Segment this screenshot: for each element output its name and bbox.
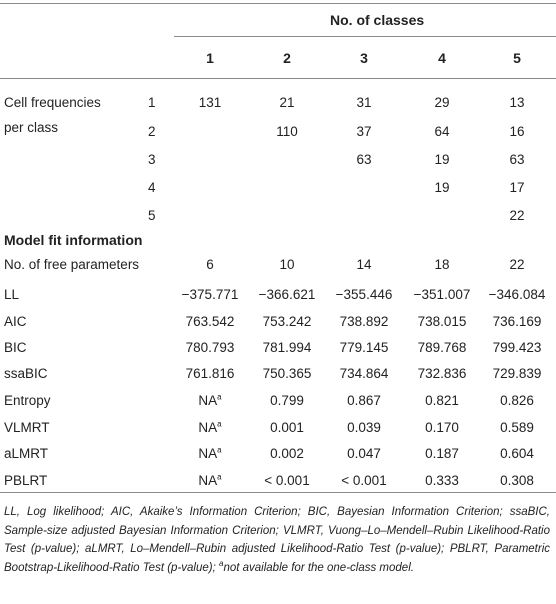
fit-value-cell xyxy=(325,257,403,273)
fit-value: < 0.001 xyxy=(341,473,387,488)
fit-value-cell xyxy=(248,287,326,303)
fit-value-cell xyxy=(478,393,556,409)
fit-value-cell xyxy=(171,287,249,303)
fit-value-cell xyxy=(478,446,556,462)
fit-value: NA xyxy=(198,473,218,488)
fit-value-cell xyxy=(478,473,556,489)
fit-value: 0.867 xyxy=(347,393,381,408)
fit-row-label: LL xyxy=(4,287,20,302)
fit-value: 0.604 xyxy=(500,446,534,461)
fit-value: −375.771 xyxy=(181,287,239,302)
fit-row-label: BIC xyxy=(4,340,27,355)
fit-value: 0.308 xyxy=(500,473,534,488)
fit-value: −355.446 xyxy=(335,287,393,302)
column-header-1: 1 xyxy=(206,50,214,66)
fit-value-cell xyxy=(171,473,249,489)
na-superscript: a xyxy=(217,392,222,402)
fit-value: 6 xyxy=(206,257,214,272)
fit-value-cell xyxy=(248,473,326,489)
fit-value-cell xyxy=(403,420,481,436)
fit-value: 0.047 xyxy=(347,446,381,461)
fit-value-cell xyxy=(325,314,403,330)
fit-value: 0.039 xyxy=(347,420,381,435)
fit-value: NA xyxy=(198,420,218,435)
fit-value-cell xyxy=(403,257,481,273)
na-superscript: a xyxy=(217,472,222,482)
fit-value-cell xyxy=(171,340,249,356)
fit-value-cell xyxy=(171,446,249,462)
fit-value: −366.621 xyxy=(258,287,316,302)
fit-value-cell xyxy=(171,257,249,273)
fit-row-label: ssaBIC xyxy=(4,366,48,381)
fit-value: 0.333 xyxy=(425,473,459,488)
fit-value: 736.169 xyxy=(492,314,542,329)
fit-value-cell xyxy=(325,473,403,489)
fit-value: 18 xyxy=(434,257,450,272)
fit-value-cell xyxy=(403,340,481,356)
na-superscript: a xyxy=(217,445,222,455)
fit-value-cell xyxy=(171,366,249,382)
fit-value: < 0.001 xyxy=(264,473,310,488)
fit-value: 14 xyxy=(356,257,372,272)
fit-value: 738.892 xyxy=(339,314,389,329)
fit-value: 0.589 xyxy=(500,420,534,435)
group-header: No. of classes xyxy=(330,12,425,28)
fit-value: 780.793 xyxy=(185,340,235,355)
fit-value: 781.994 xyxy=(262,340,312,355)
fit-value-cell xyxy=(403,366,481,382)
class-index-3: 3 xyxy=(148,152,156,167)
frequency-cell: 31 xyxy=(356,95,372,110)
column-header-2: 2 xyxy=(283,50,291,66)
bottom-rule xyxy=(0,492,556,493)
fit-row-label: VLMRT xyxy=(4,420,50,435)
fit-value: 734.864 xyxy=(339,366,389,381)
frequency-cell: 37 xyxy=(356,124,372,139)
fit-value-cell xyxy=(325,340,403,356)
fit-value-cell xyxy=(403,287,481,303)
fit-value-cell xyxy=(403,314,481,330)
fit-value-cell xyxy=(248,257,326,273)
frequency-cell: 13 xyxy=(509,95,525,110)
fit-value-cell xyxy=(248,340,326,356)
fit-value-cell xyxy=(248,420,326,436)
fit-value: NA xyxy=(198,393,218,408)
fit-row-label: AIC xyxy=(4,314,27,329)
frequency-cell: 64 xyxy=(434,124,450,139)
fit-value: 732.836 xyxy=(417,366,467,381)
column-header-3: 3 xyxy=(360,50,368,66)
na-superscript: a xyxy=(217,419,222,429)
class-index-1: 1 xyxy=(148,95,156,110)
frequency-cell: 19 xyxy=(434,180,450,195)
fit-value: 22 xyxy=(509,257,525,272)
column-header-5: 5 xyxy=(513,50,521,66)
fit-value: 761.816 xyxy=(185,366,235,381)
fit-value: 0.002 xyxy=(270,446,304,461)
fit-value-cell xyxy=(248,314,326,330)
fit-value: 0.170 xyxy=(425,420,459,435)
cell-frequencies-label-line2: per class xyxy=(4,120,59,135)
fit-value: 0.826 xyxy=(500,393,534,408)
fit-value-cell xyxy=(478,366,556,382)
fit-value: −346.084 xyxy=(488,287,546,302)
frequency-cell: 21 xyxy=(279,95,295,110)
fit-value: 0.187 xyxy=(425,446,459,461)
fit-value-cell xyxy=(403,473,481,489)
group-header-rule xyxy=(174,36,556,37)
fit-value: 750.365 xyxy=(262,366,312,381)
frequency-cell: 16 xyxy=(509,124,525,139)
model-fit-heading: Model fit information xyxy=(4,232,143,248)
fit-value-cell xyxy=(403,393,481,409)
fit-value: 763.542 xyxy=(185,314,235,329)
frequency-cell: 29 xyxy=(434,95,450,110)
fit-value: −351.007 xyxy=(413,287,471,302)
fit-value-cell xyxy=(478,340,556,356)
fit-value-cell xyxy=(325,420,403,436)
fit-value-cell xyxy=(325,393,403,409)
fit-value-cell xyxy=(171,420,249,436)
class-index-5: 5 xyxy=(148,208,156,223)
fit-row-label: aLMRT xyxy=(4,446,49,461)
fit-value: 0.821 xyxy=(425,393,459,408)
fit-value-cell xyxy=(248,366,326,382)
fit-row-label: PBLRT xyxy=(4,473,48,488)
class-index-4: 4 xyxy=(148,180,156,195)
fit-value-cell xyxy=(325,287,403,303)
fit-value-cell xyxy=(478,420,556,436)
fit-row-label: No. of free parameters xyxy=(4,257,140,272)
footnote-tail: not available for the one-class model. xyxy=(223,561,414,574)
frequency-cell: 110 xyxy=(276,124,298,139)
fit-value-cell xyxy=(325,366,403,382)
fit-value: 779.145 xyxy=(339,340,389,355)
footnote-text: LL, Log likelihood; AIC, Akaike’s Information Criterion; BIC, Bayesian Information Criterion; ssaBIC, Sample-size adjusted Bayesian Information Criterion; VLMRT, Vuong–Lo–Mendell–Rubin Likelihood-Ratio Test (p-value); aLMRT, Lo–Mendell–Rubin adjusted Likelihood-Ratio Test (p-value); PBLRT, Parametric Bootstrap-Likelihood-Ratio Test (p-value); xyxy=(4,506,550,574)
frequency-cell: 63 xyxy=(356,152,372,167)
fit-value-cell xyxy=(478,257,556,273)
top-rule xyxy=(0,3,556,4)
fit-value-cell xyxy=(325,446,403,462)
fit-value-cell xyxy=(478,314,556,330)
fit-value: NA xyxy=(198,446,218,461)
fit-value-cell xyxy=(171,393,249,409)
cell-frequencies-label-line1: Cell frequencies xyxy=(4,95,101,110)
frequency-cell: 63 xyxy=(509,152,525,167)
fit-value-cell xyxy=(248,446,326,462)
frequency-cell: 131 xyxy=(198,95,222,110)
fit-value: 789.768 xyxy=(417,340,467,355)
column-header-rule xyxy=(0,78,556,79)
fit-value: 10 xyxy=(279,257,295,272)
fit-value-cell xyxy=(171,314,249,330)
fit-row-label: Entropy xyxy=(4,393,51,408)
fit-value-cell xyxy=(403,446,481,462)
column-header-4: 4 xyxy=(438,50,446,66)
fit-value: 0.001 xyxy=(270,420,304,435)
fit-value: 738.015 xyxy=(417,314,467,329)
fit-value-cell xyxy=(248,393,326,409)
fit-value: 799.423 xyxy=(492,340,542,355)
frequency-cell: 22 xyxy=(509,208,525,223)
frequency-cell: 19 xyxy=(434,152,450,167)
fit-value: 753.242 xyxy=(262,314,312,329)
frequency-cell: 17 xyxy=(509,180,525,195)
fit-value: 0.799 xyxy=(270,393,304,408)
class-index-2: 2 xyxy=(148,124,156,139)
fit-value-cell xyxy=(478,287,556,303)
table-footnote xyxy=(4,503,550,577)
footnote-superscript: a xyxy=(219,558,224,568)
fit-value: 729.839 xyxy=(492,366,542,381)
